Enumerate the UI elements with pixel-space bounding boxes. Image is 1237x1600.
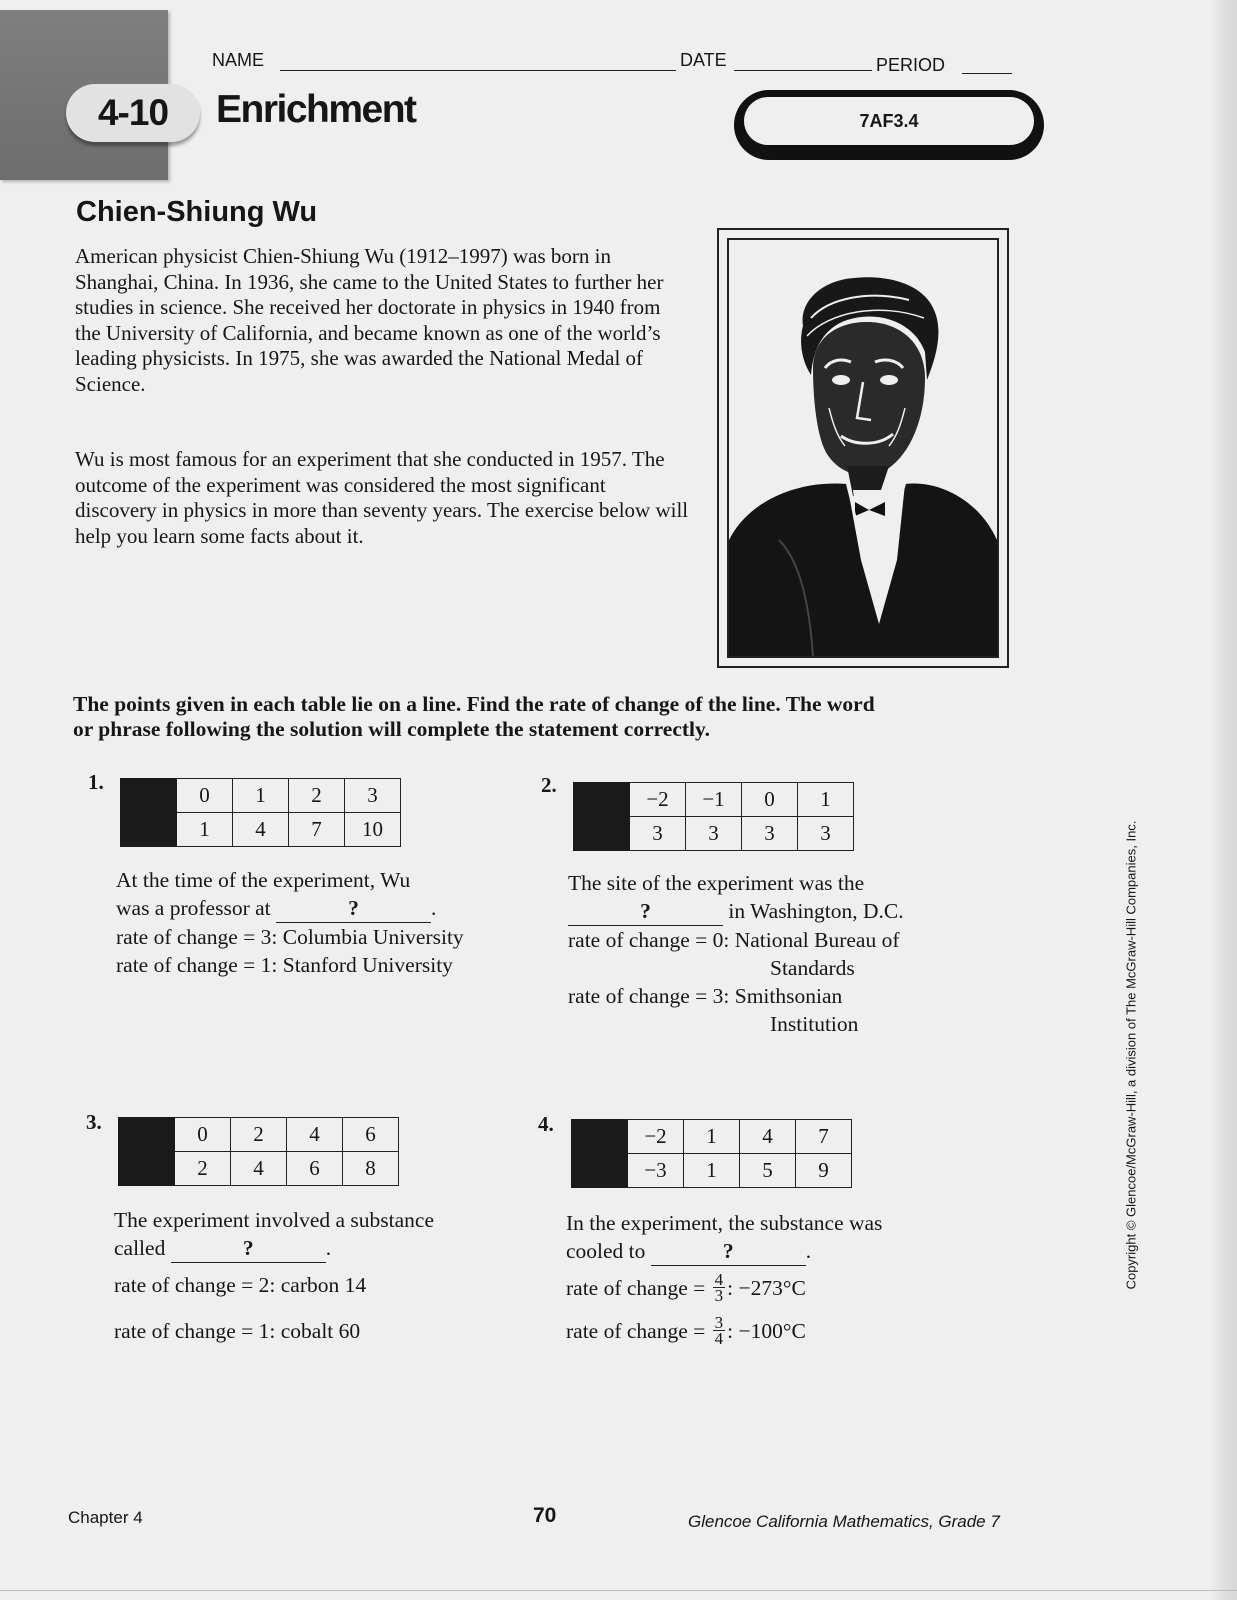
- problem-4-option-1-answer: : −273°C: [727, 1275, 806, 1300]
- problem-2-text: [568, 869, 988, 1038]
- table-cell: 3: [630, 817, 686, 851]
- problem-3-text: [114, 1206, 534, 1345]
- problem-2-statement-b: in Washington, D.C.: [728, 899, 904, 923]
- fraction-numerator: 4: [714, 1270, 724, 1289]
- problem-1-table: [120, 778, 401, 847]
- table-cell: 2: [175, 1152, 231, 1186]
- problem-4-option-1-prefix: rate of change =: [566, 1275, 706, 1300]
- table-header-cell: [572, 1120, 628, 1154]
- table-cell: 10: [345, 813, 401, 847]
- table-cell: 1: [684, 1120, 740, 1154]
- problem-2-option-1-answer-cont: Standards: [770, 956, 855, 980]
- problem-3-statement-end: .: [325, 1236, 332, 1260]
- problem-2-blank[interactable]: ?: [568, 903, 723, 926]
- table-cell: 2: [289, 779, 345, 813]
- page-edge-shadow: [1209, 0, 1237, 1600]
- portrait-image: [727, 238, 999, 658]
- problem-4-option-2-answer: : −100°C: [727, 1318, 806, 1343]
- problem-3-number: 3.: [86, 1110, 102, 1134]
- table-cell: 8: [343, 1152, 399, 1186]
- name-label: NAME: [212, 50, 265, 70]
- problem-4-option-2-fraction: [713, 1315, 726, 1346]
- fraction-denominator: 4: [714, 1329, 724, 1348]
- table-cell: 6: [343, 1118, 399, 1152]
- table-cell: −3: [628, 1154, 684, 1188]
- table-header-cell: [572, 1154, 628, 1188]
- problem-3-table: [118, 1117, 399, 1186]
- problem-4-option-1-fraction: [713, 1272, 726, 1303]
- table-cell: 9: [796, 1154, 852, 1188]
- problem-1-number: 1.: [88, 770, 104, 794]
- date-label: DATE: [680, 50, 727, 70]
- bio-paragraph-2: Wu is most famous for an experiment that she conducted in 1957. The outcome of the experiment was considered the most significant discovery in physics in more than seventy years. The exercise below will help you learn some facts about it.: [75, 447, 689, 548]
- table-cell: 4: [740, 1120, 796, 1154]
- fraction-numerator: 3: [714, 1313, 724, 1332]
- problem-2-option-2-answer-cont: Institution: [770, 1012, 859, 1036]
- problem-4-statement-a: In the experiment, the substance was: [566, 1211, 883, 1235]
- problem-3-blank[interactable]: ?: [171, 1240, 326, 1263]
- problem-4-text: [566, 1209, 986, 1346]
- table-cell: 0: [177, 779, 233, 813]
- problem-3-statement-b: called: [114, 1236, 166, 1260]
- problem-1-statement-a: At the time of the experiment, Wu: [116, 868, 411, 892]
- table-header-cell: [574, 783, 630, 817]
- problem-4-statement-b: cooled to: [566, 1239, 646, 1263]
- table-header-cell: [121, 779, 177, 813]
- problem-3-statement-a: The experiment involved a substance: [114, 1208, 435, 1232]
- table-cell: 5: [740, 1154, 796, 1188]
- problem-2-number: 2.: [541, 773, 557, 797]
- table-cell: 4: [287, 1118, 343, 1152]
- table-cell: 1: [233, 779, 289, 813]
- problem-1-statement-end: .: [431, 896, 437, 920]
- problem-1-blank[interactable]: ?: [276, 900, 431, 923]
- problem-4-table: [571, 1119, 852, 1188]
- bio-paragraph-1: American physicist Chien-Shiung Wu (1912–1997) was born in Shanghai, China. In 1936, she came to the United States to further her studies in science. She received her doctorate in physics in 1940 from the University of California, and became known as one of the world’s leading physicists. In 1975, she was awarded the National Medal of Science.: [75, 244, 664, 396]
- problem-3-option-2-prefix: rate of change = 1:: [114, 1319, 276, 1343]
- table-cell: 0: [175, 1118, 231, 1152]
- problem-4-number: 4.: [538, 1112, 554, 1136]
- table-cell: −1: [686, 783, 742, 817]
- problem-4-blank[interactable]: ?: [651, 1243, 806, 1266]
- problem-2-option-2-answer: Smithsonian: [734, 984, 843, 1008]
- table-cell: 6: [287, 1152, 343, 1186]
- sheet-title: Enrichment: [216, 88, 416, 131]
- table-cell: 1: [798, 783, 854, 817]
- table-cell: 3: [345, 779, 401, 813]
- table-cell: 1: [684, 1154, 740, 1188]
- portrait-frame: [717, 228, 1009, 668]
- copyright-text: Copyright © Glencoe/McGraw-Hill, a division of The McGraw-Hill Companies, Inc.: [1123, 820, 1139, 1290]
- problem-2-option-1-answer: National Bureau of: [734, 928, 900, 952]
- date-line[interactable]: [734, 70, 872, 71]
- table-header-cell: [121, 813, 177, 847]
- period-line[interactable]: [962, 73, 1012, 74]
- period-label: PERIOD: [876, 55, 946, 75]
- problem-2-option-2-prefix: rate of change = 3:: [568, 984, 730, 1008]
- table-cell: 3: [798, 817, 854, 851]
- problem-1-text: [116, 866, 536, 979]
- problem-4-option-2-prefix: rate of change =: [566, 1318, 706, 1343]
- problem-3-option-1-answer: carbon 14: [280, 1273, 367, 1297]
- table-cell: 4: [233, 813, 289, 847]
- page-bottom-edge: [0, 1590, 1237, 1591]
- table-cell: 1: [177, 813, 233, 847]
- lesson-number: 4-10: [66, 84, 200, 142]
- footer-book-title: Glencoe California Mathematics, Grade 7: [688, 1512, 1000, 1531]
- table-cell: −2: [628, 1120, 684, 1154]
- table-cell: 7: [796, 1120, 852, 1154]
- name-line[interactable]: [280, 70, 676, 71]
- table-cell: 4: [231, 1152, 287, 1186]
- problem-3-option-1-prefix: rate of change = 2:: [114, 1273, 276, 1297]
- problem-2-statement-a: The site of the experiment was the: [568, 871, 865, 895]
- problem-1-option-2-prefix: rate of change = 1:: [116, 953, 278, 977]
- table-cell: 3: [742, 817, 798, 851]
- portrait-illustration: [729, 240, 997, 656]
- standard-code: 7AF3.4: [744, 97, 1034, 145]
- table-cell: 7: [289, 813, 345, 847]
- footer-page-number: 70: [533, 1504, 557, 1527]
- problem-4-statement-end: .: [805, 1239, 812, 1263]
- table-header-cell: [119, 1152, 175, 1186]
- instructions: The points given in each table lie on a line. Find the rate of change of the line. The word or phrase following the solution will complete the statement correctly.: [73, 692, 875, 741]
- table-cell: 2: [231, 1118, 287, 1152]
- footer-chapter: Chapter 4: [68, 1508, 143, 1527]
- problem-1-statement-b: was a professor at: [116, 896, 271, 920]
- table-cell: 3: [686, 817, 742, 851]
- fraction-denominator: 3: [714, 1286, 724, 1305]
- copyright-notice: [1122, 820, 1140, 1290]
- problem-2-option-1-prefix: rate of change = 0:: [568, 928, 730, 952]
- problem-1-option-1-prefix: rate of change = 3:: [116, 925, 278, 949]
- table-header-cell: [119, 1118, 175, 1152]
- problem-1-option-1-answer: Columbia University: [282, 925, 464, 949]
- table-header-cell: [574, 817, 630, 851]
- table-cell: 0: [742, 783, 798, 817]
- problem-1-option-2-answer: Stanford University: [282, 953, 453, 977]
- problem-2-table: [573, 782, 854, 851]
- table-cell: −2: [630, 783, 686, 817]
- bio-heading: Chien-Shiung Wu: [76, 196, 318, 228]
- problem-3-option-2-answer: cobalt 60: [280, 1319, 361, 1343]
